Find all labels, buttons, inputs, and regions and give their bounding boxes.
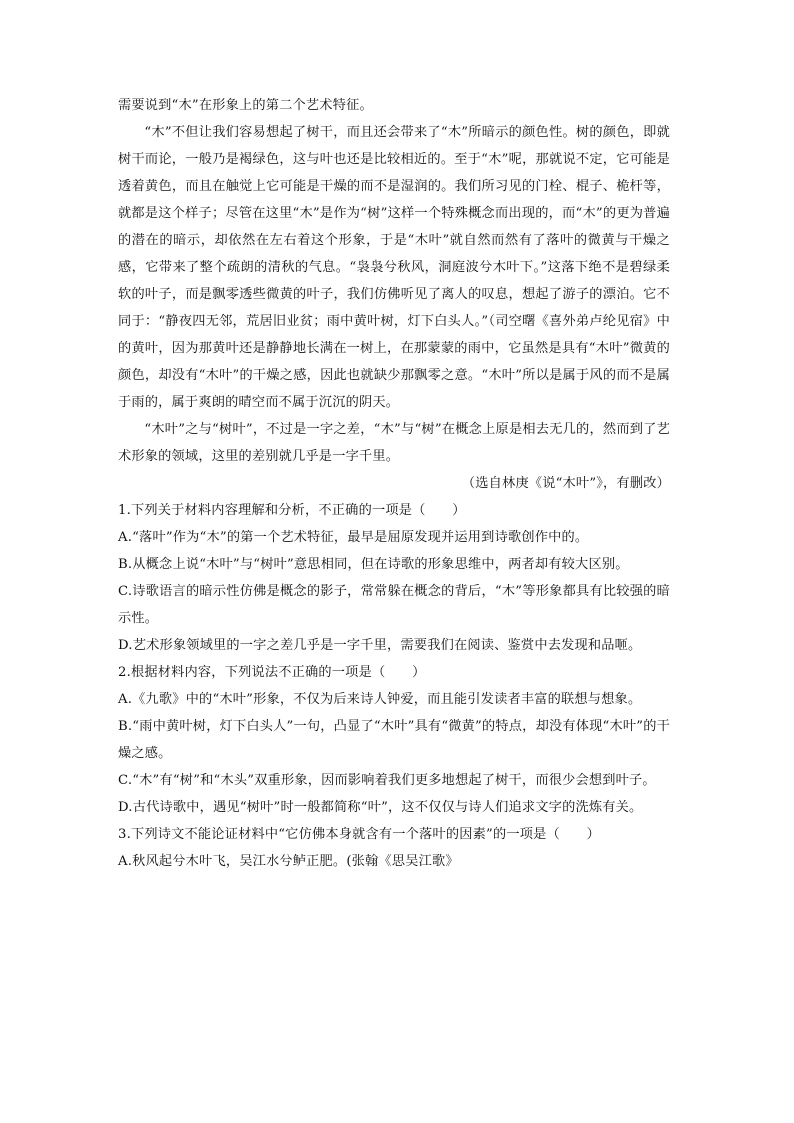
question-option: B.“雨中黄叶树，灯下白头人”一句，凸显了“木叶”具有“微黄”的特点，却没有体现“木叶”的干燥之感。 (118, 719, 670, 761)
passage-paragraph: “木”不但让我们容易想起了树干，而且还会带来了“木”所暗示的颜色性。树的颜色，即就树干而论，一般乃是褐绿色，这与叶也还是比较相近的。至于“木”呢，那就说不定，它可能是透着黄色，而且在触觉上它可能是干燥的而不是湿润的。我们所习见的门栓、棍子、桅杆等，就都是这个样子；尽管在这里“木”是作为“树”这样一个特殊概念而出现的，而“木”的更为普遍的潜在的暗示，却依然在左右着这个形象，于是“木叶”就自然而然有了落叶的微黄与干燥之感，它带来了整个疏朗的清秋的气息。“袅袅兮秋风，洞庭波兮木叶下。”这落下绝不是碧绿柔软的叶子，而是飘零透些微黄的叶子，我们仿佛听见了离人的叹息，想起了游子的漂泊。它不同于：“静夜四无邻，荒居旧业贫；雨中黄叶树，灯下白头人。”（司空曙《喜外弟卢纶见宿》中的黄叶，因为那黄叶还是静静地长满在一树上，在那蒙蒙的雨中，它虽然是具有“木叶”微黄的颜色，却没有“木叶”的干燥之感，因此也就缺少那飘零之意。“木叶”所以是属于风的而不是属于雨的，属于爽朗的晴空而不属于沉沉的阴天。 (118, 125, 670, 410)
question-option: A.秋风起兮木叶飞，吴江水兮鲈正肥。(张翰《思吴江歌》 (118, 854, 459, 869)
question-stem: 3.下列诗文不能论证材料中“它仿佛本身就含有一个落叶的因素”的一项是（ ） (118, 827, 601, 842)
question-option: D.艺术形象领域里的一字之差几乎是一字千里，需要我们在阅读、鉴赏中去发现和品咂。 (118, 638, 642, 653)
question-option: B.从概念上说“木叶”与“树叶”意思相同，但在诗歌的形象思维中，两者却有较大区别。 (118, 557, 629, 572)
question-option: C.“木”有“树”和“木头”双重形象，因而影响着我们更多地想起了树干，而很少会想到叶子。 (118, 773, 656, 788)
question-stem: 1.下列关于材料内容理解和分析，不正确的一项是（ ） (118, 503, 466, 518)
question-option: A.《九歌》中的“木叶”形象，不仅为后来诗人钟爱，而且能引发读者丰富的联想与想象。 (118, 692, 642, 707)
passage-paragraph: “木叶”之与“树叶”，不过是一字之差，“木”与“树”在概念上原是相去无几的，然而到了艺术形象的领域，这里的差别就几乎是一字千里。 (118, 422, 670, 464)
question-stem: 2.根据材料内容，下列说法不正确的一项是（ ） (118, 665, 426, 680)
question-option: A.“落叶”作为“木”的第一个艺术特征，最早是屈原发现并运用到诗歌创作中的。 (118, 530, 589, 545)
passage-source: （选自林庚《说“木叶”》，有删改） (461, 476, 670, 491)
question-option: D.古代诗歌中，遇见“树叶”时一般都简称“叶”，这不仅仅与诗人们追求文字的洗炼有关。 (118, 800, 643, 815)
passage-paragraph: 需要说到“木”在形象上的第二个艺术特征。 (118, 98, 373, 113)
document-page (118, 92, 670, 875)
question-option: C.诗歌语言的暗示性仿佛是概念的影子，常常躲在概念的背后，“木”等形象都具有比较强的暗示性。 (118, 584, 670, 626)
